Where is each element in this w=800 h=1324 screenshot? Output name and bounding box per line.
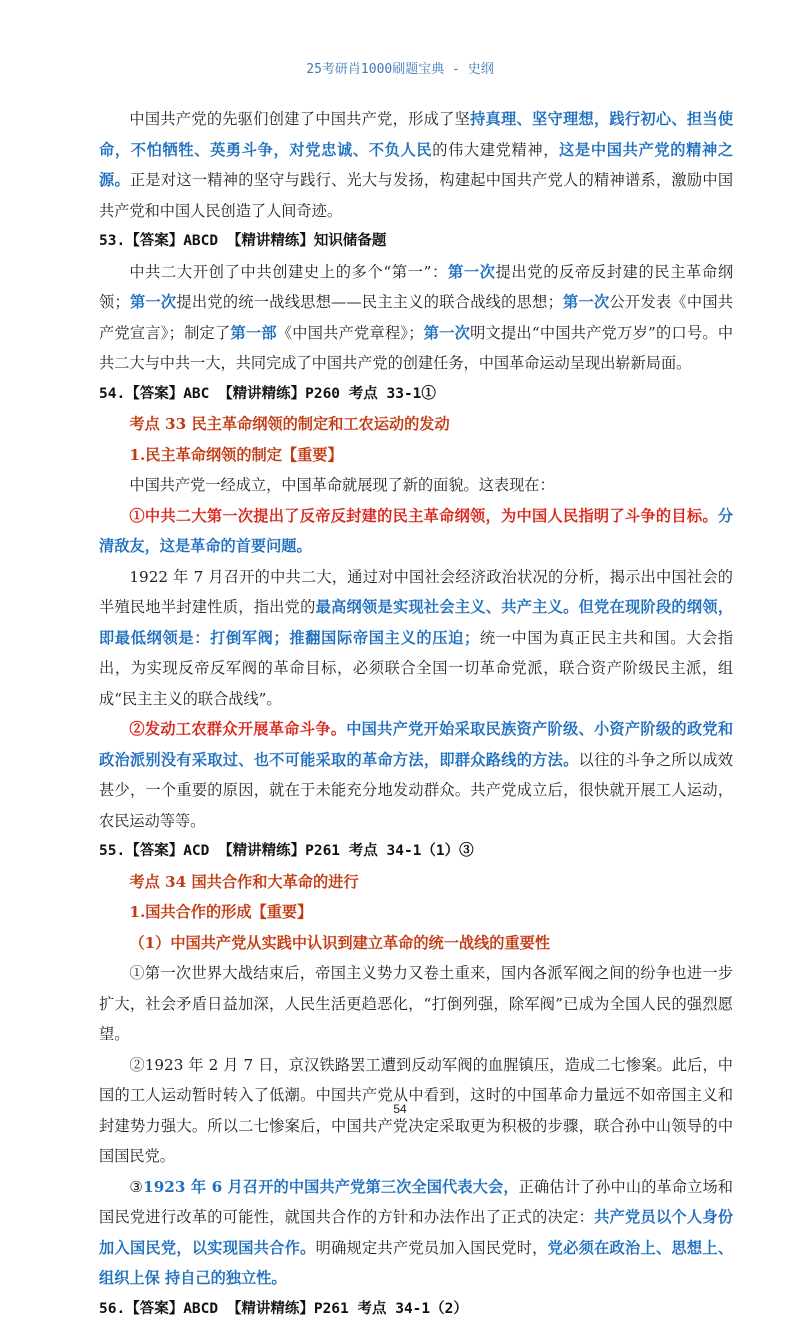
text-run: 《中国共产党章程》； [277, 324, 424, 342]
paragraph-party-spirit [99, 104, 733, 226]
paragraph-mobilize [99, 714, 733, 836]
highlight-text: 1923 年 6 月召开的中国共产党第三次全国代表大会， [143, 1178, 519, 1196]
highlight-text: ②发动工农群众开展革命斗争。 [129, 720, 346, 738]
paragraph-intro: 中国共产党一经成立，中国革命就展现了新的面貌。这表现在： [99, 470, 733, 501]
highlight-text: 党必须在政治上、思想上、组织上保 持自己的独立性。 [99, 1239, 733, 1288]
text-run: ③ [129, 1178, 143, 1196]
paragraph-program [99, 501, 733, 562]
text-run: 明文提出“中国共产党万岁”的口号。中共二大与中共一大，共同完成了中国共产党的创建任务，中国革命运动呈现出崭新局面。 [99, 324, 733, 373]
highlight-text: 这是中国共产党的精神之源。 [99, 141, 733, 190]
paragraph-second-congress [99, 257, 733, 379]
section-heading-kd34: 考点 34 国共合作和大革命的进行 [99, 867, 733, 898]
text-run: 的伟大建党精神， [432, 141, 559, 159]
answer-55: 55.【答案】ACD 【精讲精练】P261 考点 34-1（1）③ [99, 836, 733, 867]
paragraph-1923-feb: ②1923 年 2 月 7 日，京汉铁路罢工遭到反动军阀的血腥镇压，造成二七惨案。此后，中国的工人运动暂时转入了低潮。中国共产党从中看到，这时的中国革命力量远不如帝国主义和封建势力强大。所以二七惨案后，中国共产党决定采取更为积极的步骤，联合孙中山领导的中国国民党。 [99, 1050, 733, 1172]
text-run: 中国共产党的先驱们创建了中国共产党，形成了坚 [129, 110, 470, 128]
page-number: 54 [0, 1102, 800, 1116]
highlight-text: 第一次 [423, 324, 470, 342]
subsection-heading-1: 1.民主革命纲领的制定【重要】 [99, 440, 733, 471]
highlight-text: 第一次 [448, 263, 496, 281]
running-header: 25考研肖1000刷题宝典 - 史纲 [0, 58, 800, 77]
text-run: 以往的斗争之所以成效甚少，一个重要的原因，就在于未能充分地发动群众。共产党成立后，很快就开展工人运动，农民运动等等。 [99, 751, 733, 830]
text-run: 明确规定共产党员加入国民党时， [316, 1239, 548, 1257]
text-run: 中共二大开创了中共创建史上的多个“第一”： [129, 263, 448, 281]
highlight-text: 持真理、坚守理想，践行初心、担当使命，不怕牺牲、英勇斗争，对党忠诚、不负人民 [99, 110, 733, 159]
section-heading-kd33: 考点 33 民主革命纲领的制定和工农运动的发动 [99, 409, 733, 440]
highlight-text: 打倒军阀；推翻国际帝国主义的压迫； [210, 629, 479, 647]
paragraph-ww1: ①第一次世界大战结束后，帝国主义势力又卷土重来，国内各派军阀之间的纷争也进一步扩大，社会矛盾日益加深，人民生活更趋恶化，“打倒列强，除军阀”已成为全国人民的强烈愿望。 [99, 958, 733, 1050]
page-body [99, 104, 733, 1324]
answer-53: 53.【答案】ABCD 【精讲精练】知识储备题 [99, 226, 733, 257]
text-run: 公开发表《中国共产党宣言》；制定了 [99, 293, 733, 342]
highlight-text: 第一次 [563, 293, 610, 311]
paragraph-1922 [99, 562, 733, 715]
highlight-text: 第一部 [230, 324, 276, 342]
text-run: 正确估计了孙中山的革命立场和国民党进行改革的可能性，就国共合作的方针和办法作出了正式的决定： [99, 1178, 733, 1227]
highlight-text: 共产党员以个人身份加入国民党，以实现国共合作。 [99, 1208, 733, 1257]
paragraph-third-congress [99, 1172, 733, 1294]
subsection-heading-3: （1）中国共产党从实践中认识到建立革命的统一战线的重要性 [99, 928, 733, 959]
subsection-heading-2: 1.国共合作的形成【重要】 [99, 897, 733, 928]
highlight-text: 中国共产党开始采取民族资产阶级、小资产阶级的政党和政治派别没有采取过、也不可能采取的革命方法，即群众路线的方法。 [99, 720, 733, 769]
text-run: 提出党的统一战线思想——民主主义的联合战线的思想； [176, 293, 562, 311]
answer-54: 54.【答案】ABC 【精讲精练】P260 考点 33-1① [99, 379, 733, 410]
highlight-text: ①中共二大第一次提出了反帝反封建的民主革命纲领，为中国人民指明了斗争的目标。 [129, 507, 717, 525]
highlight-text: 分清敌友，这是革命的首要问题。 [99, 507, 733, 556]
text-run: 提出党的反帝反封建的民主革命纲领； [99, 263, 733, 312]
text-run: 1922 年 7 月召开的中共二大，通过对中国社会经济政治状况的分析，揭示出中国社会的半殖民地半封建性质，指出党的 [99, 568, 733, 617]
answer-56: 56.【答案】ABCD 【精讲精练】P261 考点 34-1（2） [99, 1294, 733, 1324]
highlight-text: 最高纲领是实现社会主义、共产主义。但党在现阶段的纲领，即最低纲领是： [99, 598, 733, 647]
text-run: 正是对这一精神的坚守与践行、光大与发扬，构建起中国共产党人的精神谱系，激励中国共产党和中国人民创造了人间奇迹。 [99, 171, 733, 220]
text-run: 统一中国为真正民主共和国。大会指出，为实现反帝反军阀的革命目标，必须联合全国一切革命党派，联合资产阶级民主派，组成“民主主义的联合战线”。 [99, 629, 733, 708]
highlight-text: 第一次 [130, 293, 177, 311]
